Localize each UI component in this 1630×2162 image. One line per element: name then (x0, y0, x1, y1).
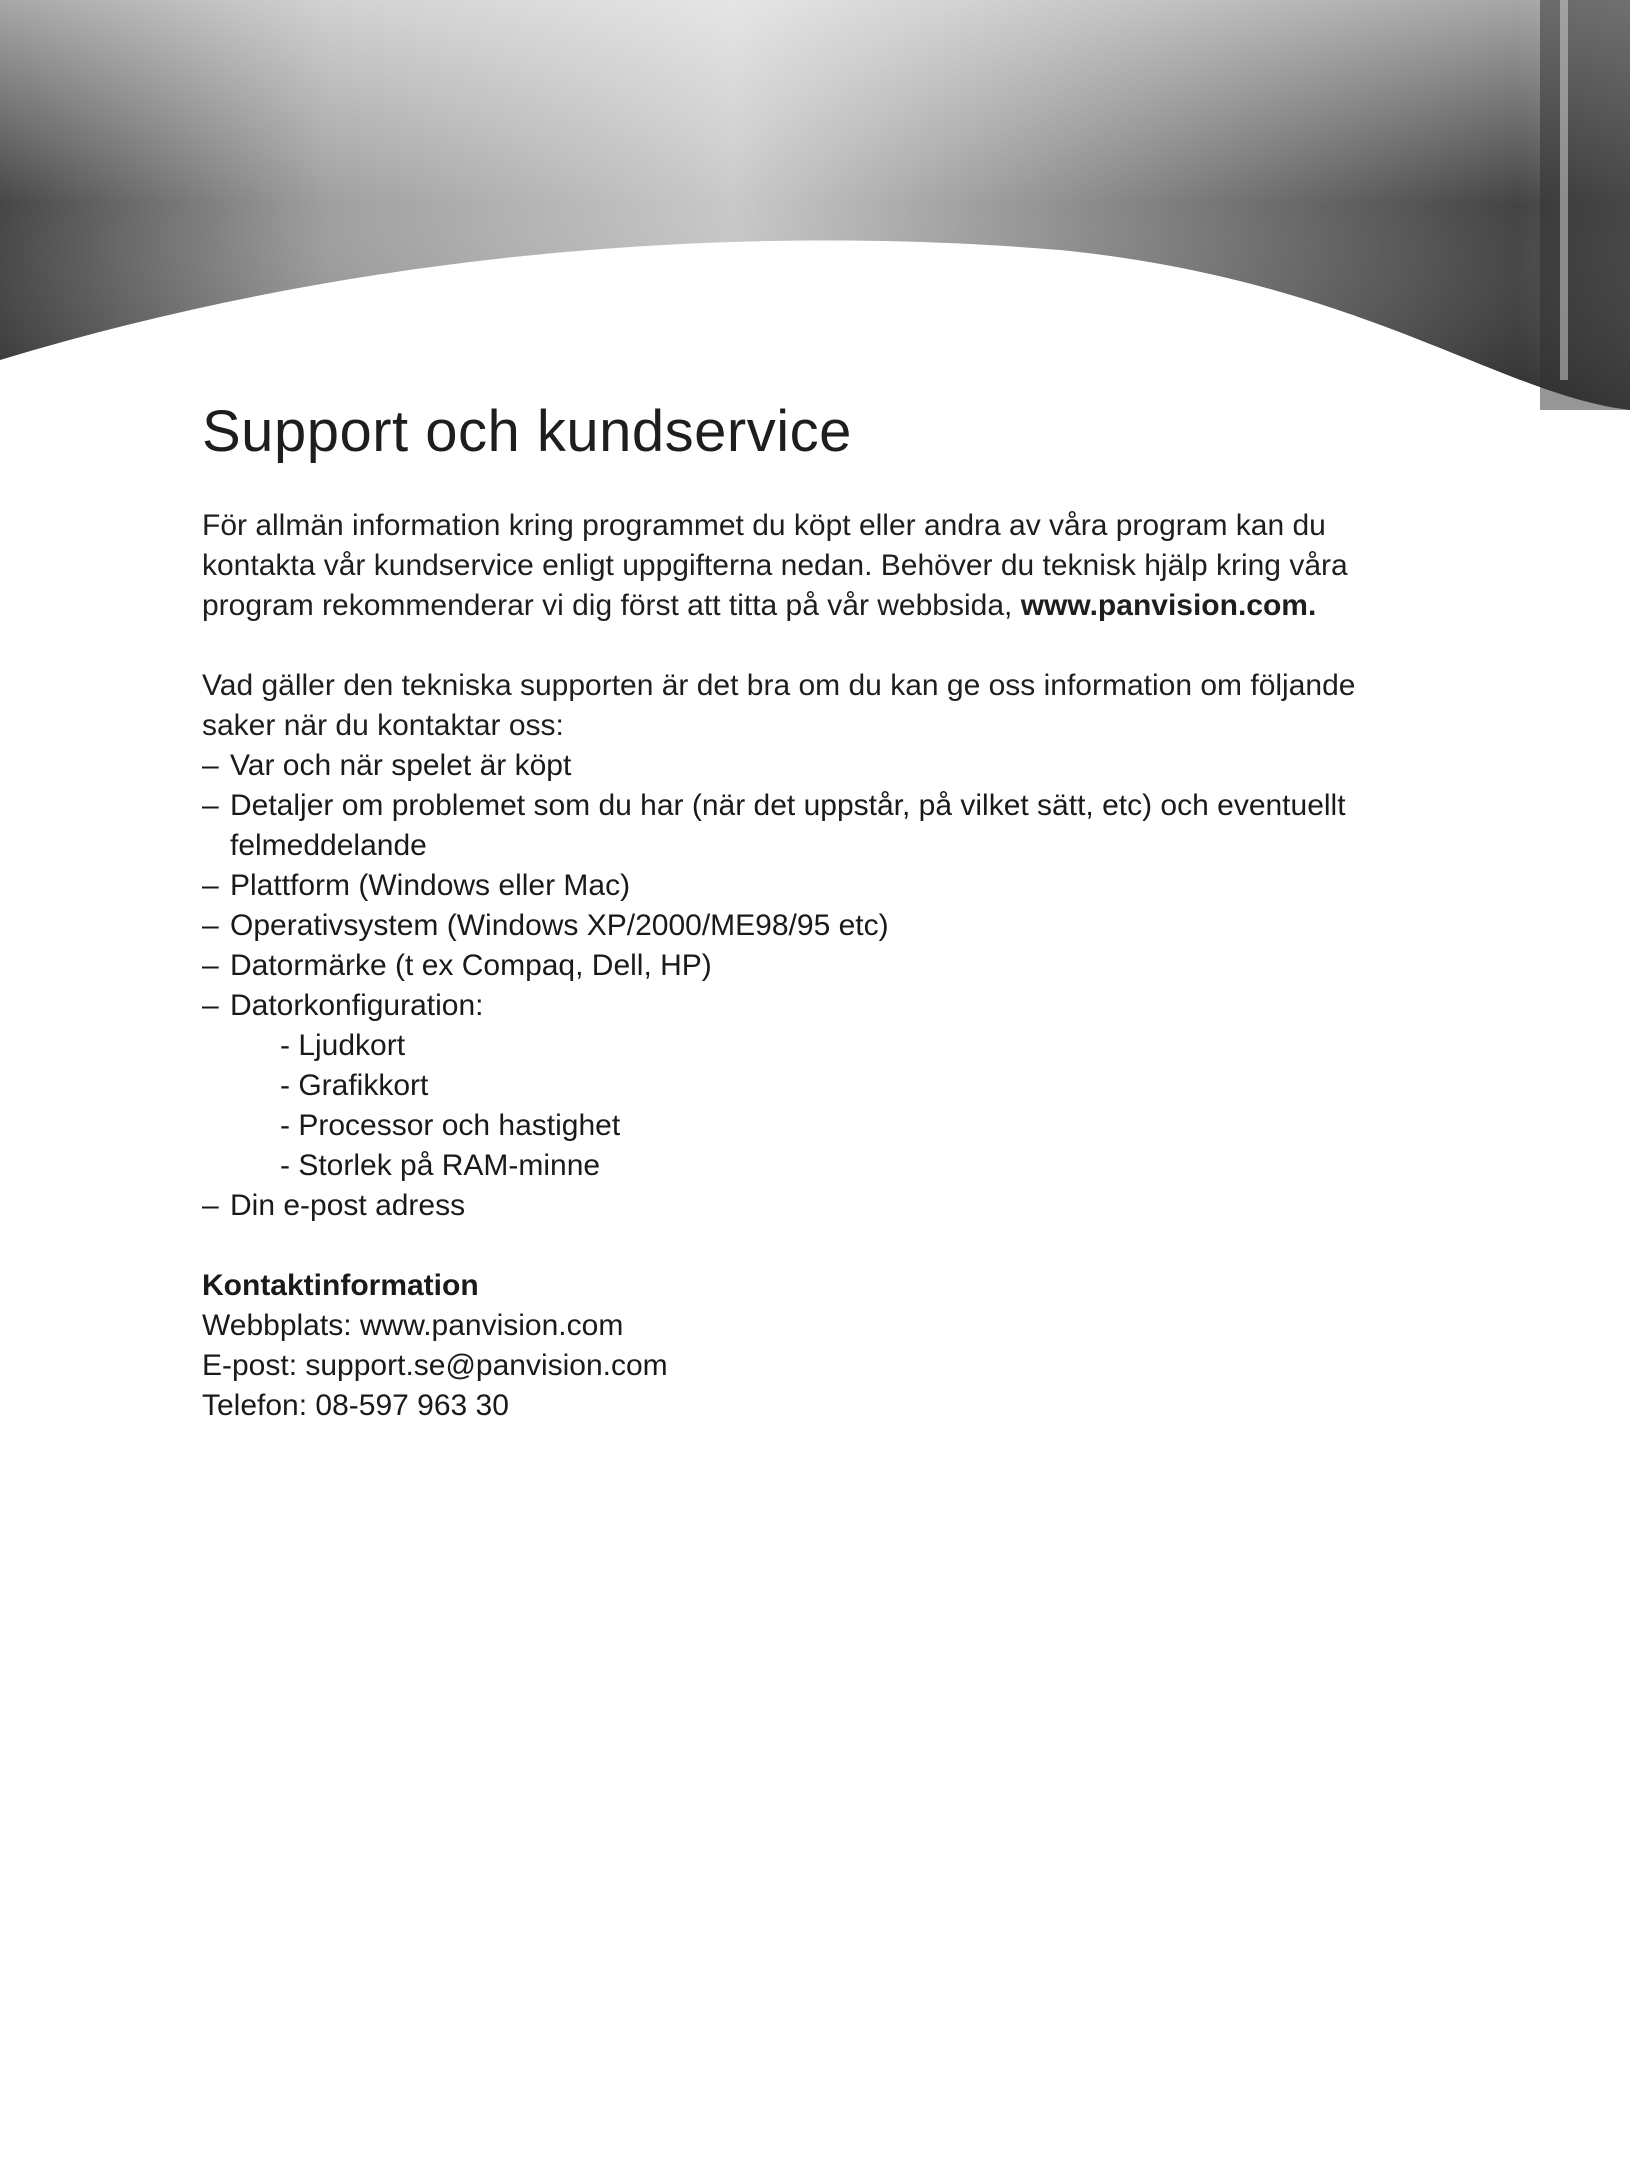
dash-mark: – (202, 908, 219, 942)
intro-paragraph (202, 506, 1402, 626)
list-item: – Detaljer om problemet som du har (när det uppstår, på vilket sätt, etc) och eventuellt felmeddelande (202, 786, 1402, 866)
page-title: Support och kundservice (202, 399, 852, 464)
dash-mark: – (202, 868, 219, 902)
list-item: – Var och när spelet är köpt (202, 746, 1402, 786)
dash-mark: – (202, 988, 219, 1022)
sub-list-item: - Processor och hastighet (280, 1108, 621, 1142)
sub-list-item: - Ljudkort (280, 1028, 406, 1062)
sub-list-item: - Storlek på RAM-minne (280, 1148, 601, 1182)
list-item: – Datormärke (t ex Compaq, Dell, HP) (202, 946, 1402, 986)
support-info-list (202, 746, 1402, 1226)
dash-mark: – (202, 1188, 219, 1222)
support-paragraph: Vad gäller den tekniska supporten är det bra om du kan ge oss information om följande saker när du kontaktar oss: (202, 668, 1356, 742)
main-content (202, 400, 1402, 1426)
config-sub-list (230, 1026, 1402, 1186)
website-link[interactable]: www.panvision.com. (1020, 588, 1317, 622)
contact-phone: Telefon: 08-597 963 30 (202, 1388, 509, 1422)
intro-text: För allmän information kring programmet du köpt eller andra av våra program kan du kontakta vår kundservice enligt uppgifterna nedan. Behöver du teknisk hjälp kring våra program rekommenderar vi dig först att titta på vår webbsida, (202, 508, 1348, 622)
dash-mark: – (202, 748, 219, 782)
sub-list-item: - Grafikkort (280, 1068, 429, 1102)
list-item: – Operativsystem (Windows XP/2000/ME98/95 etc) (202, 906, 1402, 946)
contact-website: Webbplats: www.panvision.com (202, 1308, 624, 1342)
contact-heading: Kontaktinformation (202, 1268, 479, 1302)
header-swoosh-graphic (0, 0, 1630, 460)
list-item: – Plattform (Windows eller Mac) (202, 866, 1402, 906)
dash-mark: – (202, 948, 219, 982)
list-item: – Datorkonfiguration: - Ljudkort - Grafikkort - Processor och hastighet - Storlek på RAM-minne (202, 986, 1402, 1186)
spacer (202, 1226, 1402, 1266)
contact-email: E-post: support.se@panvision.com (202, 1348, 668, 1382)
dash-mark: – (202, 788, 219, 822)
list-item: – Din e-post adress (202, 1186, 1402, 1226)
spacer (202, 626, 1402, 666)
